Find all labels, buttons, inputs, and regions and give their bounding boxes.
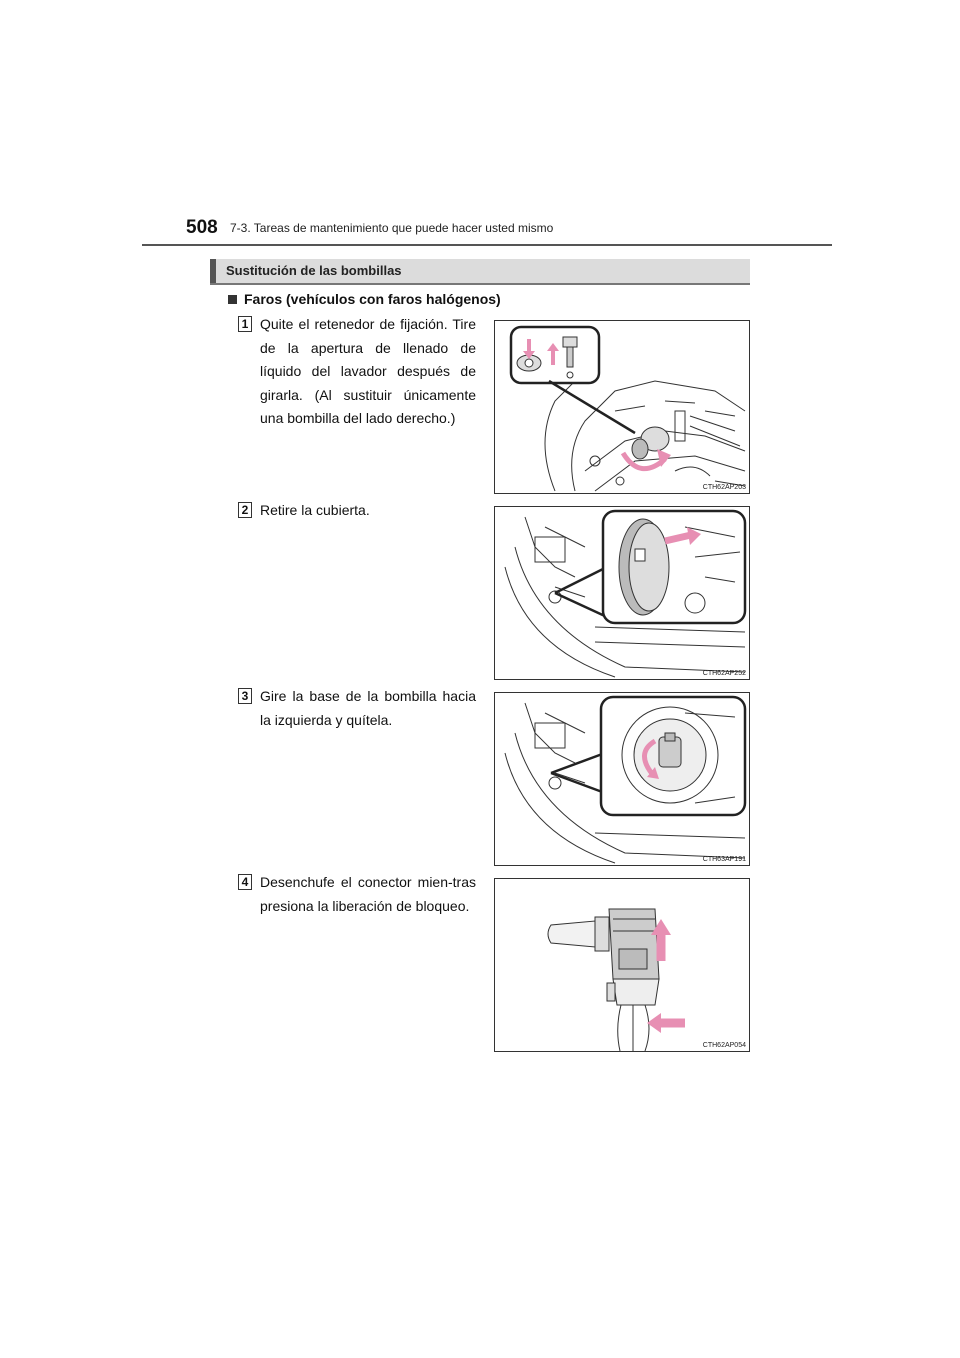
square-bullet-icon (228, 295, 237, 304)
step-number-4: 4 (238, 874, 252, 890)
chapter-title: 7-3. Tareas de mantenimiento que puede hacer usted mismo (230, 221, 554, 235)
figure-step-2 (494, 506, 750, 680)
header-divider (142, 244, 832, 246)
washer-filler-illustration (495, 321, 750, 494)
headlight-cover-illustration (495, 507, 750, 680)
step-text-2: Retire la cubierta. (260, 502, 370, 518)
figure-step-1 (494, 320, 750, 494)
section-accent (210, 259, 216, 283)
figure-step-4 (494, 878, 750, 1052)
section-heading-bar (210, 259, 750, 285)
subheading (228, 291, 501, 307)
step-text-1: Quite el retenedor de fijación. Tire de la apertura de llenado de líquido del lavador después de girarla. (Al sustituir únicamente una bombilla del lado derecho.) (260, 316, 476, 426)
step-number-2: 2 (238, 502, 252, 518)
section-title: Sustitución de las bombillas (226, 263, 402, 278)
bulb-base-illustration (495, 693, 750, 866)
step-number-3: 3 (238, 688, 252, 704)
figure-code-3: CTH63AP191 (702, 856, 746, 863)
figure-step-3 (494, 692, 750, 866)
page-number: 508 (186, 217, 218, 238)
step-text-4: Desenchufe el conector mien-tras presiona la liberación de bloqueo. (260, 874, 476, 914)
figure-code-1: CTH62AP203 (702, 484, 746, 491)
bulb-connector-illustration (495, 879, 750, 1052)
figure-code-2: CTH62AP252 (702, 670, 746, 677)
subheading-text: Faros (vehículos con faros halógenos) (244, 291, 501, 307)
step-text-3: Gire la base de la bombilla hacia la izquierda y quítela. (260, 688, 476, 728)
figure-code-4: CTH62AP054 (702, 1042, 746, 1049)
step-number-1: 1 (238, 316, 252, 332)
